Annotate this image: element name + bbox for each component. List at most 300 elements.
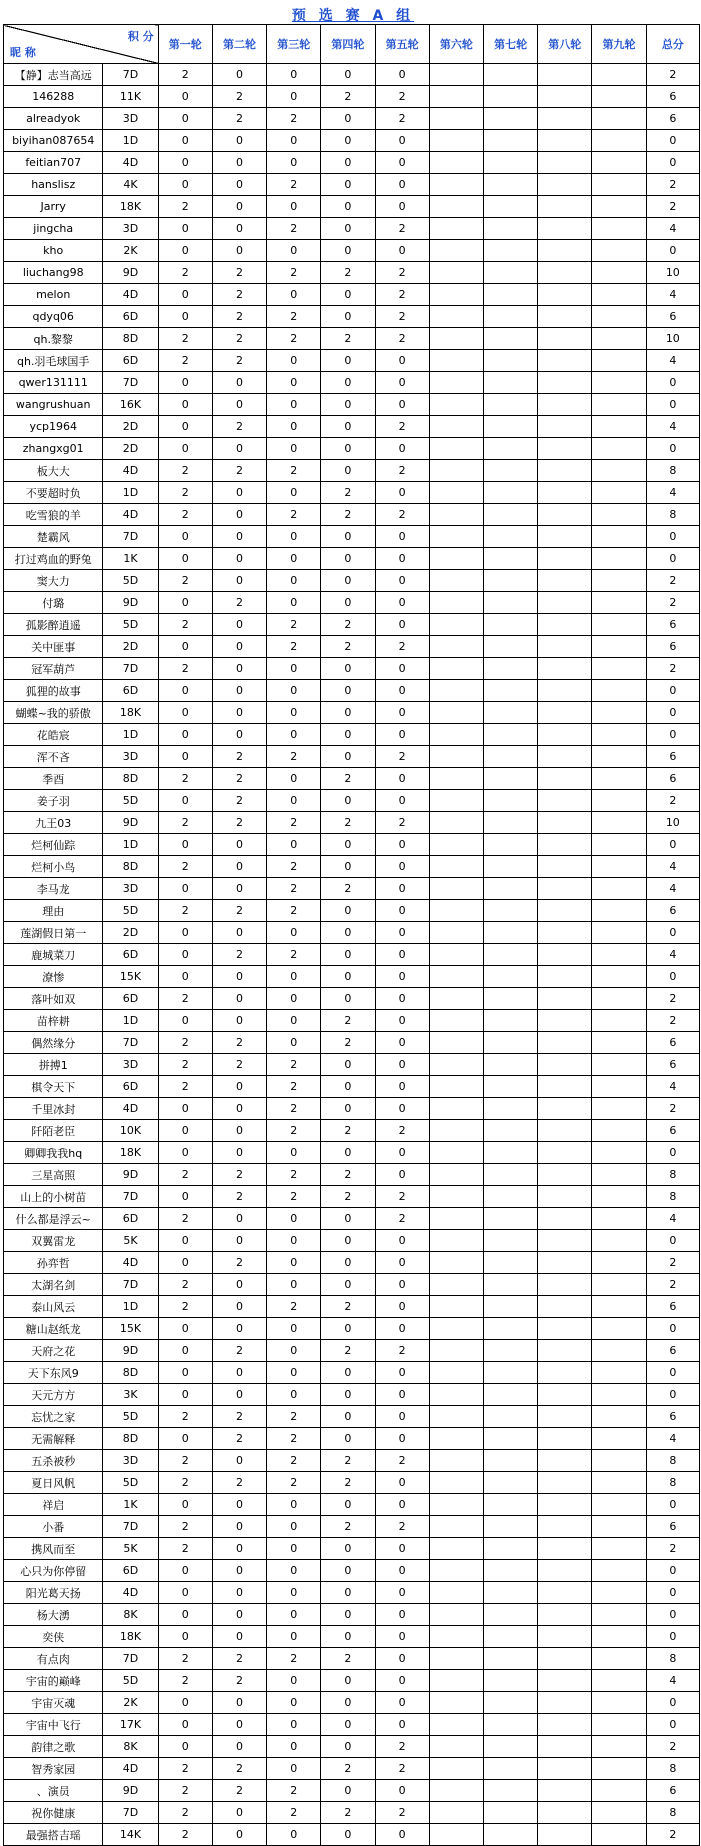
round-1-cell: 2 (158, 1164, 212, 1186)
total-score-cell: 10 (646, 328, 699, 350)
round-8-cell (538, 1736, 592, 1758)
round-1-cell: 0 (158, 680, 212, 702)
round-4-cell: 2 (321, 1802, 375, 1824)
round-4-cell: 0 (321, 746, 375, 768)
total-score-cell: 0 (646, 680, 699, 702)
player-rank-cell: 7D (103, 526, 158, 548)
total-score-cell: 8 (646, 1164, 699, 1186)
round-4-cell: 2 (321, 878, 375, 900)
round-5-cell: 2 (375, 218, 429, 240)
round-9-cell (592, 1274, 646, 1296)
player-name-cell: ycp1964 (4, 416, 103, 438)
round-9-cell (592, 878, 646, 900)
round-4-cell: 0 (321, 306, 375, 328)
total-score-cell: 2 (646, 592, 699, 614)
round-4-cell: 0 (321, 416, 375, 438)
header-round-7: 第七轮 (483, 25, 537, 64)
round-3-cell: 2 (267, 1120, 321, 1142)
round-5-cell: 2 (375, 262, 429, 284)
table-row (4, 262, 700, 284)
round-7-cell (483, 1516, 537, 1538)
table-row (4, 1208, 700, 1230)
table-row (4, 790, 700, 812)
round-9-cell (592, 372, 646, 394)
round-8-cell (538, 658, 592, 680)
round-8-cell (538, 790, 592, 812)
round-1-cell: 0 (158, 372, 212, 394)
table-row (4, 1494, 700, 1516)
round-2-cell: 0 (212, 878, 266, 900)
player-name-cell: qdyq06 (4, 306, 103, 328)
round-3-cell: 0 (267, 482, 321, 504)
round-4-cell: 0 (321, 680, 375, 702)
round-7-cell (483, 1164, 537, 1186)
round-4-cell: 0 (321, 152, 375, 174)
round-6-cell (429, 944, 483, 966)
player-name-cell: 季酉 (4, 768, 103, 790)
table-row (4, 570, 700, 592)
round-6-cell (429, 1252, 483, 1274)
round-8-cell (538, 1296, 592, 1318)
table-row (4, 1560, 700, 1582)
round-8-cell (538, 1252, 592, 1274)
round-7-cell (483, 64, 537, 86)
round-8-cell (538, 350, 592, 372)
total-score-cell: 6 (646, 614, 699, 636)
standings-table (3, 24, 700, 1846)
round-7-cell (483, 658, 537, 680)
round-2-cell: 0 (212, 636, 266, 658)
round-6-cell (429, 1516, 483, 1538)
player-rank-cell: 4D (103, 1098, 158, 1120)
round-9-cell (592, 1164, 646, 1186)
player-name-cell: 韵律之歌 (4, 1736, 103, 1758)
player-rank-cell: 18K (103, 1142, 158, 1164)
round-9-cell (592, 1714, 646, 1736)
round-4-cell: 0 (321, 1780, 375, 1802)
total-score-cell: 2 (646, 196, 699, 218)
player-rank-cell: 1D (103, 834, 158, 856)
player-name-cell: 糖山赵纸龙 (4, 1318, 103, 1340)
round-1-cell: 2 (158, 1802, 212, 1824)
round-3-cell: 2 (267, 218, 321, 240)
round-4-cell: 0 (321, 1714, 375, 1736)
round-8-cell (538, 1758, 592, 1780)
player-rank-cell: 4D (103, 1582, 158, 1604)
player-name-cell: 理由 (4, 900, 103, 922)
round-8-cell (538, 152, 592, 174)
round-4-cell: 2 (321, 1296, 375, 1318)
round-6-cell (429, 570, 483, 592)
round-4-cell: 2 (321, 1648, 375, 1670)
round-7-cell (483, 768, 537, 790)
table-row (4, 1296, 700, 1318)
round-4-cell: 0 (321, 526, 375, 548)
round-3-cell: 2 (267, 812, 321, 834)
header-round-4: 第四轮 (321, 25, 375, 64)
round-2-cell: 2 (212, 328, 266, 350)
round-1-cell: 2 (158, 504, 212, 526)
round-9-cell (592, 174, 646, 196)
round-8-cell (538, 1340, 592, 1362)
round-6-cell (429, 1076, 483, 1098)
round-9-cell (592, 526, 646, 548)
round-9-cell (592, 1054, 646, 1076)
round-1-cell: 2 (158, 1538, 212, 1560)
round-1-cell: 0 (158, 306, 212, 328)
round-9-cell (592, 1582, 646, 1604)
table-row (4, 1648, 700, 1670)
round-6-cell (429, 1736, 483, 1758)
round-3-cell: 0 (267, 1208, 321, 1230)
round-1-cell: 2 (158, 1516, 212, 1538)
round-8-cell (538, 1802, 592, 1824)
total-score-cell: 0 (646, 152, 699, 174)
round-1-cell: 2 (158, 1076, 212, 1098)
round-9-cell (592, 592, 646, 614)
header-nickname: 昵 称 (10, 46, 36, 59)
total-score-cell: 0 (646, 966, 699, 988)
total-score-cell: 6 (646, 306, 699, 328)
player-name-cell: Jarry (4, 196, 103, 218)
round-1-cell: 2 (158, 570, 212, 592)
round-1-cell: 0 (158, 636, 212, 658)
round-8-cell (538, 944, 592, 966)
round-8-cell (538, 570, 592, 592)
round-6-cell (429, 108, 483, 130)
round-6-cell (429, 1164, 483, 1186)
round-7-cell (483, 570, 537, 592)
round-2-cell: 0 (212, 966, 266, 988)
round-3-cell: 0 (267, 702, 321, 724)
player-name-cell: 不要超时负 (4, 482, 103, 504)
round-2-cell: 0 (212, 680, 266, 702)
round-9-cell (592, 746, 646, 768)
round-3-cell: 0 (267, 1582, 321, 1604)
round-7-cell (483, 1538, 537, 1560)
round-4-cell: 0 (321, 1362, 375, 1384)
total-score-cell: 8 (646, 1450, 699, 1472)
round-3-cell: 0 (267, 768, 321, 790)
round-9-cell (592, 944, 646, 966)
round-8-cell (538, 1494, 592, 1516)
round-4-cell: 0 (321, 1692, 375, 1714)
round-9-cell (592, 284, 646, 306)
round-6-cell (429, 812, 483, 834)
total-score-cell: 4 (646, 944, 699, 966)
round-6-cell (429, 1780, 483, 1802)
round-7-cell (483, 680, 537, 702)
round-2-cell: 0 (212, 1076, 266, 1098)
round-6-cell (429, 878, 483, 900)
round-7-cell (483, 218, 537, 240)
round-4-cell: 0 (321, 1384, 375, 1406)
round-9-cell (592, 1494, 646, 1516)
total-score-cell: 6 (646, 1296, 699, 1318)
round-2-cell: 0 (212, 482, 266, 504)
round-7-cell (483, 416, 537, 438)
round-2-cell: 0 (212, 834, 266, 856)
round-1-cell: 2 (158, 64, 212, 86)
player-rank-cell: 18K (103, 702, 158, 724)
player-rank-cell: 2K (103, 1692, 158, 1714)
player-name-cell: 潦惨 (4, 966, 103, 988)
round-3-cell: 0 (267, 152, 321, 174)
round-7-cell (483, 108, 537, 130)
round-9-cell (592, 1098, 646, 1120)
round-9-cell (592, 834, 646, 856)
round-8-cell (538, 1516, 592, 1538)
round-5-cell: 0 (375, 548, 429, 570)
player-name-cell: 五杀被秒 (4, 1450, 103, 1472)
round-5-cell: 0 (375, 196, 429, 218)
round-6-cell (429, 372, 483, 394)
round-1-cell: 2 (158, 460, 212, 482)
total-score-cell: 2 (646, 174, 699, 196)
round-6-cell (429, 504, 483, 526)
table-row (4, 1714, 700, 1736)
round-8-cell (538, 1274, 592, 1296)
round-1-cell: 2 (158, 1450, 212, 1472)
player-name-cell: 偶然缘分 (4, 1032, 103, 1054)
player-name-cell: 烂柯小鸟 (4, 856, 103, 878)
round-5-cell: 0 (375, 526, 429, 548)
player-name-cell: 落叶如双 (4, 988, 103, 1010)
round-1-cell: 2 (158, 196, 212, 218)
round-7-cell (483, 900, 537, 922)
round-2-cell: 0 (212, 1626, 266, 1648)
round-6-cell (429, 1120, 483, 1142)
round-8-cell (538, 108, 592, 130)
round-3-cell: 0 (267, 790, 321, 812)
round-4-cell: 2 (321, 1186, 375, 1208)
round-4-cell: 0 (321, 966, 375, 988)
round-8-cell (538, 1692, 592, 1714)
round-7-cell (483, 1780, 537, 1802)
round-6-cell (429, 1032, 483, 1054)
round-1-cell: 0 (158, 702, 212, 724)
round-6-cell (429, 526, 483, 548)
player-name-cell: feitian707 (4, 152, 103, 174)
player-name-cell: 姜子羽 (4, 790, 103, 812)
round-8-cell (538, 1076, 592, 1098)
player-rank-cell: 3D (103, 878, 158, 900)
round-4-cell: 0 (321, 1604, 375, 1626)
table-row (4, 460, 700, 482)
table-row (4, 724, 700, 746)
round-5-cell: 0 (375, 1076, 429, 1098)
round-6-cell (429, 702, 483, 724)
table-row (4, 658, 700, 680)
round-8-cell (538, 988, 592, 1010)
total-score-cell: 6 (646, 1054, 699, 1076)
player-name-cell: 狐狸的故事 (4, 680, 103, 702)
player-name-cell: 智秀家园 (4, 1758, 103, 1780)
player-name-cell: 什么都是浮云~ (4, 1208, 103, 1230)
player-name-cell: 吃雪狼的羊 (4, 504, 103, 526)
round-7-cell (483, 1274, 537, 1296)
total-score-cell: 4 (646, 856, 699, 878)
round-7-cell (483, 284, 537, 306)
table-row (4, 1626, 700, 1648)
round-3-cell: 2 (267, 262, 321, 284)
player-rank-cell: 7D (103, 658, 158, 680)
player-rank-cell: 7D (103, 372, 158, 394)
table-row (4, 834, 700, 856)
round-6-cell (429, 1362, 483, 1384)
round-5-cell: 0 (375, 1010, 429, 1032)
round-7-cell (483, 922, 537, 944)
table-row (4, 1230, 700, 1252)
round-4-cell: 0 (321, 1582, 375, 1604)
round-8-cell (538, 1098, 592, 1120)
round-1-cell: 0 (158, 1560, 212, 1582)
round-4-cell: 0 (321, 460, 375, 482)
player-name-cell: 忘忧之家 (4, 1406, 103, 1428)
round-4-cell: 0 (321, 1626, 375, 1648)
total-score-cell: 0 (646, 1692, 699, 1714)
round-8-cell (538, 130, 592, 152)
round-5-cell: 2 (375, 86, 429, 108)
table-row (4, 636, 700, 658)
round-1-cell: 2 (158, 658, 212, 680)
round-3-cell: 2 (267, 944, 321, 966)
player-rank-cell: 4K (103, 174, 158, 196)
total-score-cell: 6 (646, 1340, 699, 1362)
table-row (4, 86, 700, 108)
round-4-cell: 0 (321, 658, 375, 680)
round-1-cell: 0 (158, 922, 212, 944)
round-7-cell (483, 328, 537, 350)
round-3-cell: 2 (267, 1186, 321, 1208)
player-name-cell: 阡陌老臣 (4, 1120, 103, 1142)
round-8-cell (538, 394, 592, 416)
round-6-cell (429, 768, 483, 790)
round-6-cell (429, 1318, 483, 1340)
round-2-cell: 0 (212, 1362, 266, 1384)
round-5-cell: 0 (375, 1582, 429, 1604)
player-rank-cell: 5D (103, 1406, 158, 1428)
round-5-cell: 0 (375, 1032, 429, 1054)
total-score-cell: 4 (646, 878, 699, 900)
round-9-cell (592, 86, 646, 108)
round-6-cell (429, 262, 483, 284)
round-2-cell: 2 (212, 1164, 266, 1186)
round-9-cell (592, 482, 646, 504)
player-name-cell: 山上的小树苗 (4, 1186, 103, 1208)
round-1-cell: 2 (158, 482, 212, 504)
player-rank-cell: 1D (103, 1296, 158, 1318)
round-2-cell: 0 (212, 1230, 266, 1252)
player-name-cell: 146288 (4, 86, 103, 108)
round-1-cell: 0 (158, 1340, 212, 1362)
player-rank-cell: 4D (103, 152, 158, 174)
round-4-cell: 2 (321, 636, 375, 658)
round-2-cell: 2 (212, 350, 266, 372)
round-4-cell: 0 (321, 196, 375, 218)
round-5-cell: 0 (375, 240, 429, 262)
round-8-cell (538, 1824, 592, 1846)
total-score-cell: 4 (646, 416, 699, 438)
player-rank-cell: 3D (103, 746, 158, 768)
round-4-cell: 0 (321, 1274, 375, 1296)
player-name-cell: biyihan087654 (4, 130, 103, 152)
round-6-cell (429, 1274, 483, 1296)
round-6-cell (429, 1054, 483, 1076)
total-score-cell: 0 (646, 1626, 699, 1648)
round-4-cell: 0 (321, 944, 375, 966)
round-8-cell (538, 966, 592, 988)
round-6-cell (429, 1494, 483, 1516)
round-3-cell: 0 (267, 922, 321, 944)
round-5-cell: 0 (375, 944, 429, 966)
round-3-cell: 2 (267, 504, 321, 526)
round-5-cell: 2 (375, 306, 429, 328)
total-score-cell: 6 (646, 746, 699, 768)
table-row (4, 328, 700, 350)
total-score-cell: 8 (646, 1802, 699, 1824)
round-9-cell (592, 1186, 646, 1208)
total-score-cell: 0 (646, 834, 699, 856)
round-3-cell: 0 (267, 988, 321, 1010)
player-name-cell: alreadyok (4, 108, 103, 130)
round-7-cell (483, 1208, 537, 1230)
round-3-cell: 2 (267, 1076, 321, 1098)
round-3-cell: 0 (267, 1692, 321, 1714)
round-6-cell (429, 350, 483, 372)
round-3-cell: 0 (267, 680, 321, 702)
round-9-cell (592, 108, 646, 130)
round-8-cell (538, 1538, 592, 1560)
round-4-cell: 0 (321, 218, 375, 240)
player-name-cell: 窦大力 (4, 570, 103, 592)
round-7-cell (483, 1010, 537, 1032)
round-2-cell: 2 (212, 1780, 266, 1802)
round-1-cell: 0 (158, 152, 212, 174)
round-1-cell: 0 (158, 1582, 212, 1604)
total-score-cell: 0 (646, 922, 699, 944)
round-7-cell (483, 1362, 537, 1384)
round-3-cell: 2 (267, 1450, 321, 1472)
player-rank-cell: 2D (103, 636, 158, 658)
round-8-cell (538, 1032, 592, 1054)
total-score-cell: 6 (646, 1516, 699, 1538)
round-9-cell (592, 1142, 646, 1164)
round-5-cell: 0 (375, 570, 429, 592)
round-1-cell: 0 (158, 1692, 212, 1714)
round-6-cell (429, 328, 483, 350)
round-1-cell: 0 (158, 1494, 212, 1516)
round-8-cell (538, 1186, 592, 1208)
table-row (4, 614, 700, 636)
round-1-cell: 0 (158, 240, 212, 262)
table-row (4, 592, 700, 614)
round-2-cell: 2 (212, 1054, 266, 1076)
round-5-cell: 0 (375, 394, 429, 416)
round-9-cell (592, 460, 646, 482)
round-8-cell (538, 196, 592, 218)
round-7-cell (483, 350, 537, 372)
round-7-cell (483, 1758, 537, 1780)
table-row (4, 900, 700, 922)
round-6-cell (429, 834, 483, 856)
player-name-cell: 鹿城菜刀 (4, 944, 103, 966)
round-5-cell: 2 (375, 812, 429, 834)
round-6-cell (429, 1758, 483, 1780)
round-4-cell: 2 (321, 1516, 375, 1538)
round-5-cell: 0 (375, 658, 429, 680)
round-1-cell: 0 (158, 878, 212, 900)
